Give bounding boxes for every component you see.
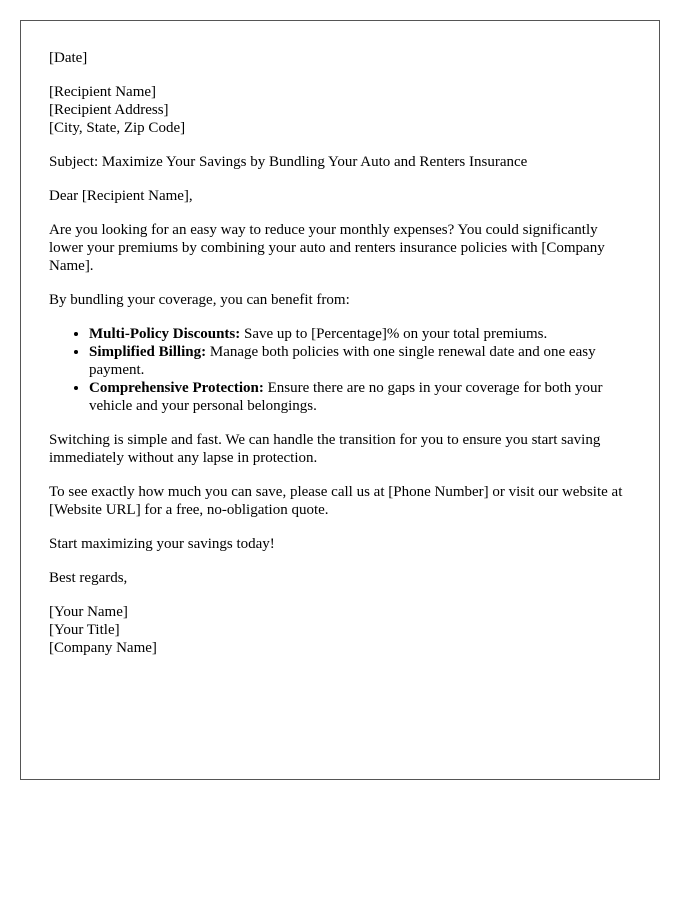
signature-name: [Your Name] <box>49 604 128 620</box>
recipient-address: [Recipient Address] <box>49 102 169 118</box>
benefit-text: Save up to [Percentage]% on your total premiums. <box>240 326 548 342</box>
recipient-address-block <box>49 83 631 137</box>
letter-page <box>20 20 660 780</box>
benefit-text: Manage both policies with one single renewal date and one easy payment. <box>89 344 596 378</box>
signature-title: [Your Title] <box>49 622 120 638</box>
date-line <box>49 49 631 67</box>
sign-off: Best regards, <box>49 570 128 586</box>
recipient-name: [Recipient Name] <box>49 84 157 100</box>
benefit-term: Comprehensive Protection: <box>89 380 264 396</box>
signature-block <box>49 603 631 657</box>
benefit-term: Multi-Policy Discounts: <box>89 326 241 342</box>
list-item <box>89 379 631 415</box>
signature-company: [Company Name] <box>49 640 157 656</box>
closing-line: Start maximizing your savings today! <box>49 536 275 552</box>
list-item <box>89 325 631 343</box>
benefit-text: Ensure there are no gaps in your coverage for both your vehicle and your personal belongings. <box>89 380 603 414</box>
benefit-term: Simplified Billing: <box>89 344 207 360</box>
cta-paragraph: To see exactly how much you can save, please call us at [Phone Number] or visit our website at [Website URL] for a free, no-obligation quote. <box>49 484 623 518</box>
subject-line: Subject: Maximize Your Savings by Bundling Your Auto and Renters Insurance <box>49 154 528 170</box>
intro-paragraph: Are you looking for an easy way to reduce your monthly expenses? You could significantly lower your premiums by combining your auto and renters insurance policies with [Company Name]. <box>49 222 605 274</box>
date: [Date] <box>49 50 88 66</box>
recipient-city-state-zip: [City, State, Zip Code] <box>49 120 186 136</box>
benefits-list <box>49 325 631 415</box>
list-item <box>89 343 631 379</box>
switching-paragraph: Switching is simple and fast. We can handle the transition for you to ensure you start saving immediately without any lapse in protection. <box>49 432 601 466</box>
salutation: Dear [Recipient Name], <box>49 188 193 204</box>
benefits-lead: By bundling your coverage, you can benefit from: <box>49 292 350 308</box>
